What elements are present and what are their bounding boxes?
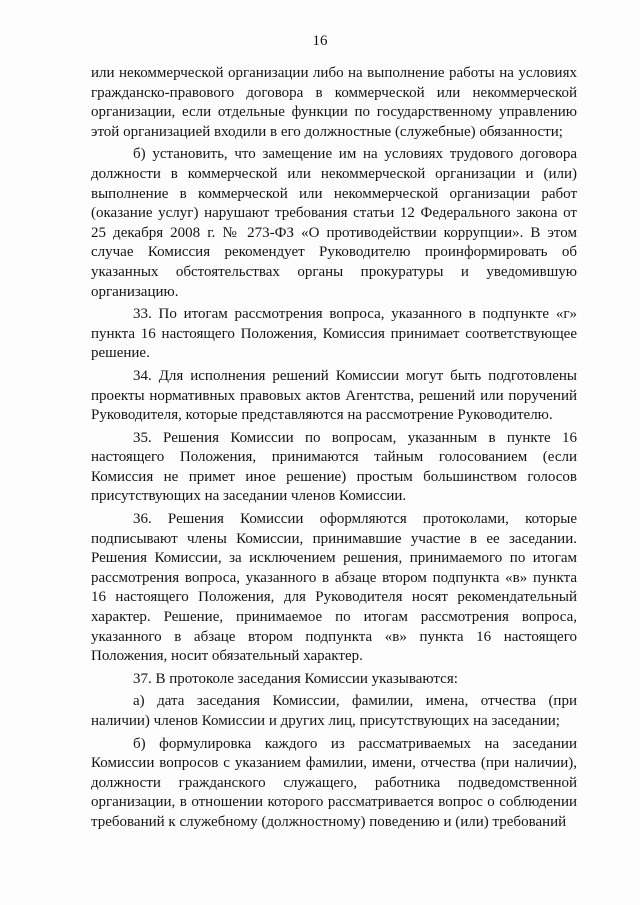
paragraph-35: 35. Решения Комиссии по вопросам, указанным в пункте 16 настоящего Положения, принимаются тайным голосованием (если Комиссия не примет иное решение) простым большинством голосов присутствующих на заседании членов Комиссии. [91,429,577,505]
paragraph-37-subitem-b: б) формулировка каждого из рассматриваемых на заседании Комиссии вопросов с указанием фамилии, имени, отчества (при наличии), должности гражданского служащего, работника подведомственной организации, в отношении которого рассматривается вопрос о соблюдении требований к служебному (должностному) поведению и (или) требований [91,735,577,830]
page-number: 16 [312,33,328,49]
paragraph-36: 36. Решения Комиссии оформляются протоколами, которые подписывают члены Комиссии, принимавшие участие в ее заседании. Решения Комиссии, за исключением решения, принимаемого по итогам рассмотрения вопроса, указанного в абзаце втором подпункта «в» пункта 16 настоящего Положения, для Руководителя носят рекомендательный характер. Решение, принимаемое по итогам рассмотрения вопроса, указанного в абзаце втором подпункта «в» пункта 16 настоящего Положения, носит обязательный характер. [91,511,577,665]
paragraph-34: 34. Для исполнения решений Комиссии могут быть подготовлены проекты нормативных правовых актов Агентства, решений или поручений Руководителя, которые представляются на рассмотрение Руководителю. [91,367,577,424]
paragraph-subitem-b-establish: б) установить, что замещение им на условиях трудового договора должности в коммерческой или некоммерческой организации и (или) выполнение в коммерческой или некоммерческой организации работ (оказание услуг) нарушают требования статьи 12 Федерального закона от 25 декабря 2008 г. № 273-ФЗ «О противодействии коррупции». В этом случае Комиссия рекомендует Руководителю проинформировать об указанных обстоятельствах органы прокуратуры и уведомившую организацию. [91,146,577,300]
paragraph-37-subitem-a: а) дата заседания Комиссии, фамилии, имена, отчества (при наличии) членов Комиссии и других лиц, присутствующих на заседании; [91,693,577,729]
paragraph-37: 37. В протоколе заседания Комиссии указываются: [133,670,458,687]
paragraph-33: 33. По итогам рассмотрения вопроса, указанного в подпункте «г» пункта 16 настоящего Положения, Комиссия принимает соответствующее решение. [91,306,577,362]
paragraph-continuation: или некоммерческой организации либо на выполнение работы на условиях гражданско-правового договора в коммерческой или некоммерческой организации, если отдельные функции по государственному управлению этой организацией входили в его должностные (служебные) обязанности; [91,65,577,140]
document-body [91,64,577,836]
